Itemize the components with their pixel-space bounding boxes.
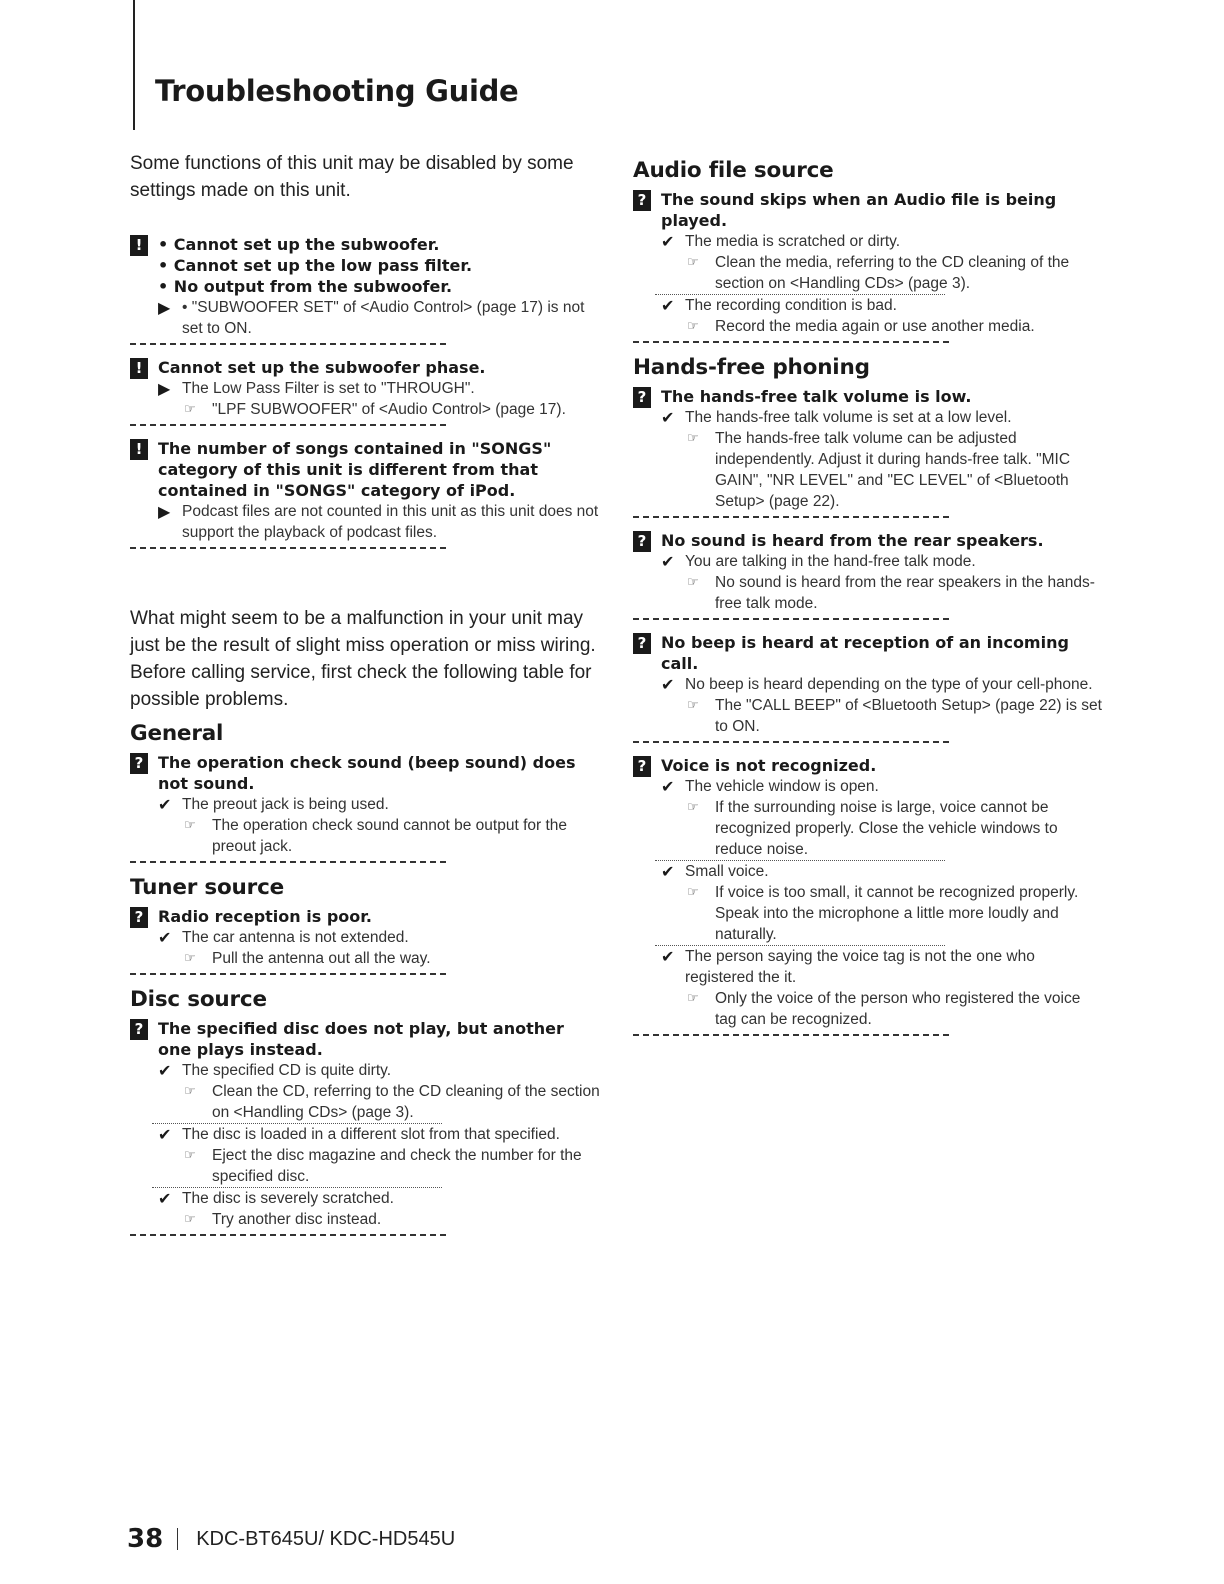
problem-block — [633, 386, 1103, 518]
pointing-hand-icon: ☞ — [687, 319, 699, 334]
cause — [633, 295, 1103, 316]
remedy — [633, 572, 1103, 614]
cause — [633, 231, 1103, 252]
problem-block — [633, 632, 1103, 743]
cause-text: Small voice. — [685, 863, 769, 880]
question-icon: ? — [130, 1019, 148, 1040]
intro-mid: What might seem to be a malfunction in your unit may just be the result of slight miss operation or miss wiring. Before calling service, first check the following table for possible problems. — [130, 608, 596, 710]
cause-text: The Low Pass Filter is set to "THROUGH". — [182, 380, 475, 397]
problem-line: • Cannot set up the low pass filter. — [158, 256, 473, 275]
remedy — [633, 695, 1103, 737]
section-divider — [130, 547, 446, 549]
pointing-hand-icon: ☞ — [184, 402, 196, 417]
pointing-hand-icon: ☞ — [184, 1084, 196, 1099]
page-number: 38 — [127, 1524, 164, 1554]
problem-line: Cannot set up the subwoofer phase. — [158, 358, 486, 377]
question-icon: ? — [633, 190, 651, 211]
cause-text: The person saying the voice tag is not the one who registered the it. — [685, 948, 1035, 986]
pointing-hand-icon: ☞ — [687, 885, 699, 900]
cause — [130, 1188, 600, 1209]
cause — [130, 501, 600, 543]
model-name: KDC-BT645U/ KDC-HD545U — [196, 1527, 456, 1550]
remedy-text: Clean the CD, referring to the CD cleaning of the section on <Handling CDs> (page 3). — [212, 1083, 600, 1121]
remedy — [130, 1081, 600, 1123]
problem-heading — [130, 906, 600, 927]
section-divider — [633, 618, 949, 620]
problem-block — [633, 530, 1103, 620]
problem-block — [633, 189, 1103, 343]
problem-block — [130, 752, 600, 863]
section-divider — [130, 343, 446, 345]
cause — [633, 946, 1103, 988]
info-block-subwoofer — [130, 234, 600, 345]
remedy-text: "LPF SUBWOOFER" of <Audio Control> (page 17). — [212, 401, 566, 418]
section-divider — [633, 741, 949, 743]
footer-divider — [177, 1528, 178, 1550]
problem-block — [633, 755, 1103, 1036]
cause-text: The recording condition is bad. — [685, 297, 897, 314]
section-divider — [130, 861, 446, 863]
cause — [633, 551, 1103, 572]
remedy — [633, 252, 1103, 294]
remedy-text: Only the voice of the person who registered the voice tag can be recognized. — [715, 990, 1081, 1028]
cause — [633, 861, 1103, 882]
cause-text: No beep is heard depending on the type of your cell-phone. — [685, 676, 1093, 693]
remedy — [130, 948, 600, 969]
remedy — [633, 316, 1103, 337]
pointing-hand-icon: ☞ — [184, 818, 196, 833]
check-icon: ✔ — [661, 777, 675, 796]
check-icon: ✔ — [158, 795, 172, 814]
problem-block — [130, 906, 600, 975]
problem-heading — [633, 632, 1103, 674]
check-icon: ✔ — [661, 296, 675, 315]
info-block-songs — [130, 438, 600, 549]
left-column — [130, 150, 600, 1248]
pointing-hand-icon: ☞ — [687, 800, 699, 815]
question-icon: ? — [130, 907, 148, 928]
section-divider — [633, 341, 949, 343]
remedy-text: If voice is too small, it cannot be recognized properly. Speak into the microphone a little more loudly and naturally. — [715, 884, 1079, 943]
check-icon: ✔ — [661, 947, 675, 966]
remedy-text: Eject the disc magazine and check the number for the specified disc. — [212, 1147, 582, 1185]
problem-line: The number of songs contained in "SONGS" category of this unit is different from that contained in "SONGS" category of iPod. — [158, 439, 552, 500]
question-icon: ? — [633, 387, 651, 408]
remedy — [130, 1145, 600, 1187]
remedy-text: The hands-free talk volume can be adjusted independently. Adjust it during hands-free talk. "MIC GAIN", "NR LEVEL" and "EC LEVEL" of <Bluetooth Setup> (page 22). — [715, 430, 1071, 510]
problem-text: The operation check sound (beep sound) does not sound. — [158, 753, 576, 793]
problem-heading — [633, 189, 1103, 231]
cause-text: • "SUBWOOFER SET" of <Audio Control> (page 17) is not set to ON. — [182, 299, 585, 337]
cause — [130, 1124, 600, 1145]
cause-text: The hands-free talk volume is set at a low level. — [685, 409, 1012, 426]
cause-text: The media is scratched or dirty. — [685, 233, 901, 250]
remedy — [130, 1209, 600, 1230]
intro-top: Some functions of this unit may be disabled by some settings made on this unit. — [130, 153, 574, 201]
cause — [130, 794, 600, 815]
section-divider — [130, 973, 446, 975]
check-icon: ✔ — [661, 408, 675, 427]
title-rule — [133, 0, 135, 130]
heading-audio-file-source: Audio file source — [633, 158, 834, 183]
question-icon: ? — [633, 531, 651, 552]
check-icon: ✔ — [158, 1125, 172, 1144]
remedy-text: Clean the media, referring to the CD cleaning of the section on <Handling CDs> (page 3). — [715, 254, 1070, 292]
cause-text: The car antenna is not extended. — [182, 929, 409, 946]
problem-heading — [130, 234, 600, 297]
problem-heading — [130, 752, 600, 794]
info-block-phase — [130, 357, 600, 426]
cause — [130, 927, 600, 948]
question-icon: ? — [633, 633, 651, 654]
arrow-icon: ▶ — [158, 298, 171, 317]
heading-tuner-source: Tuner source — [130, 875, 284, 900]
problem-heading — [633, 755, 1103, 776]
pointing-hand-icon: ☞ — [687, 575, 699, 590]
cause-text: The disc is severely scratched. — [182, 1190, 394, 1207]
problem-text: Radio reception is poor. — [158, 907, 372, 926]
remedy-text: Record the media again or use another media. — [715, 318, 1035, 335]
problem-heading — [633, 530, 1103, 551]
page-title: Troubleshooting Guide — [155, 74, 519, 108]
check-icon: ✔ — [158, 1061, 172, 1080]
check-icon: ✔ — [661, 862, 675, 881]
remedy-text: If the surrounding noise is large, voice cannot be recognized properly. Close the vehicle windows to reduce noise. — [715, 799, 1058, 858]
remedy-text: Pull the antenna out all the way. — [212, 950, 431, 967]
problem-text: No beep is heard at reception of an incoming call. — [661, 633, 1069, 673]
problem-heading — [130, 357, 600, 378]
section-divider — [633, 1034, 949, 1036]
remedy-text: The "CALL BEEP" of <Bluetooth Setup> (page 22) is set to ON. — [715, 697, 1102, 735]
check-icon: ✔ — [158, 928, 172, 947]
arrow-icon: ▶ — [158, 379, 171, 398]
pointing-hand-icon: ☞ — [184, 1148, 196, 1163]
section-divider — [633, 516, 949, 518]
cause-text: The vehicle window is open. — [685, 778, 879, 795]
problem-text: No sound is heard from the rear speakers. — [661, 531, 1044, 550]
section-divider — [130, 424, 446, 426]
check-icon: ✔ — [158, 1189, 172, 1208]
arrow-icon: ▶ — [158, 502, 171, 521]
heading-disc-source: Disc source — [130, 987, 267, 1012]
pointing-hand-icon: ☞ — [184, 1212, 196, 1227]
info-icon: ! — [130, 439, 148, 460]
question-icon: ? — [633, 756, 651, 777]
problem-block — [130, 1018, 600, 1236]
info-icon: ! — [130, 235, 148, 256]
info-icon: ! — [130, 358, 148, 379]
problem-text: Voice is not recognized. — [661, 756, 877, 775]
right-column — [633, 150, 1103, 1048]
pointing-hand-icon: ☞ — [184, 951, 196, 966]
problem-text: The sound skips when an Audio file is being played. — [661, 190, 1057, 230]
problem-line: • No output from the subwoofer. — [158, 277, 453, 296]
cause — [633, 776, 1103, 797]
remedy-text: Try another disc instead. — [212, 1211, 382, 1228]
remedy — [130, 399, 600, 420]
problem-text: The hands-free talk volume is low. — [661, 387, 972, 406]
cause — [130, 1060, 600, 1081]
remedy — [633, 882, 1103, 945]
problem-heading — [633, 386, 1103, 407]
remedy-text: No sound is heard from the rear speakers in the hands-free talk mode. — [715, 574, 1095, 612]
cause-text: You are talking in the hand-free talk mode. — [685, 553, 976, 570]
cause — [633, 407, 1103, 428]
problem-line: • Cannot set up the subwoofer. — [158, 235, 440, 254]
problem-heading — [130, 438, 600, 501]
problem-heading — [130, 1018, 600, 1060]
cause-text: Podcast files are not counted in this unit as this unit does not support the playback of podcast files. — [182, 503, 599, 541]
question-icon: ? — [130, 753, 148, 774]
pointing-hand-icon: ☞ — [687, 255, 699, 270]
cause-text: The specified CD is quite dirty. — [182, 1062, 392, 1079]
pointing-hand-icon: ☞ — [687, 431, 699, 446]
cause — [130, 378, 600, 399]
problem-text: The specified disc does not play, but another one plays instead. — [158, 1019, 564, 1059]
check-icon: ✔ — [661, 232, 675, 251]
page-footer — [127, 1524, 455, 1554]
remedy-text: The operation check sound cannot be output for the preout jack. — [212, 817, 568, 855]
cause-text: The preout jack is being used. — [182, 796, 389, 813]
check-icon: ✔ — [661, 552, 675, 571]
remedy — [633, 988, 1103, 1030]
cause — [130, 297, 600, 339]
heading-hands-free-phoning: Hands-free phoning — [633, 355, 870, 380]
pointing-hand-icon: ☞ — [687, 698, 699, 713]
check-icon: ✔ — [661, 675, 675, 694]
remedy — [130, 815, 600, 857]
cause-text: The disc is loaded in a different slot from that specified. — [182, 1126, 560, 1143]
heading-general: General — [130, 721, 224, 746]
section-divider — [130, 1234, 446, 1236]
remedy — [633, 428, 1103, 512]
pointing-hand-icon: ☞ — [687, 991, 699, 1006]
cause — [633, 674, 1103, 695]
remedy — [633, 797, 1103, 860]
